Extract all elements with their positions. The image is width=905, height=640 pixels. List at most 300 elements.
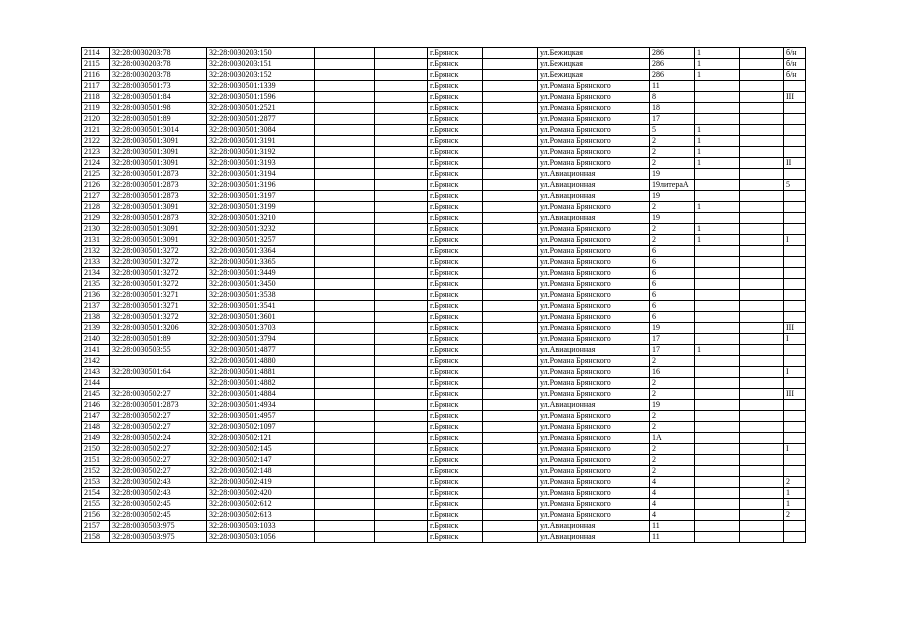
building-cell [695, 356, 740, 367]
empty-cell [740, 257, 784, 268]
table-row [82, 499, 806, 510]
empty-cell [483, 268, 538, 279]
house-number-cell: 17 [650, 114, 695, 125]
row-number-cell: 2116 [82, 70, 110, 81]
parent-cadastral-number-cell: 32:28:0030501:3272 [110, 246, 207, 257]
empty-cell [315, 257, 375, 268]
building-cell [695, 301, 740, 312]
house-number-cell: 2 [650, 158, 695, 169]
row-number-cell: 2119 [82, 103, 110, 114]
parent-cadastral-number-cell: 32:28:0030501:3091 [110, 147, 207, 158]
city-cell: г.Брянск [428, 235, 483, 246]
empty-cell [483, 213, 538, 224]
cadastral-number-cell: 32:28:0030502:613 [207, 510, 315, 521]
parent-cadastral-number-cell: 32:28:0030502:45 [110, 510, 207, 521]
empty-cell [315, 499, 375, 510]
table-row [82, 301, 806, 312]
city-cell: г.Брянск [428, 279, 483, 290]
cadastral-number-cell: 32:28:0030501:3450 [207, 279, 315, 290]
empty-cell [315, 488, 375, 499]
empty-cell [375, 378, 428, 389]
empty-cell [483, 70, 538, 81]
empty-cell [483, 81, 538, 92]
empty-cell [315, 92, 375, 103]
city-cell: г.Брянск [428, 301, 483, 312]
house-number-cell: 4 [650, 499, 695, 510]
empty-cell [375, 433, 428, 444]
building-cell [695, 268, 740, 279]
parent-cadastral-number-cell: 32:28:0030501:2873 [110, 213, 207, 224]
empty-cell [315, 477, 375, 488]
table-row [82, 477, 806, 488]
parent-cadastral-number-cell: 32:28:0030502:27 [110, 422, 207, 433]
street-cell: ул.Романа Брянского [538, 257, 650, 268]
apartment-cell [784, 257, 806, 268]
house-number-cell: 286 [650, 70, 695, 81]
table-row [82, 48, 806, 59]
apartment-cell [784, 81, 806, 92]
building-cell [695, 81, 740, 92]
street-cell: ул.Бежицкая [538, 48, 650, 59]
empty-cell [483, 136, 538, 147]
street-cell: ул.Авиационная [538, 169, 650, 180]
city-cell: г.Брянск [428, 521, 483, 532]
empty-cell [483, 510, 538, 521]
empty-cell [375, 279, 428, 290]
empty-cell [740, 70, 784, 81]
city-cell: г.Брянск [428, 213, 483, 224]
city-cell: г.Брянск [428, 345, 483, 356]
row-number-cell: 2117 [82, 81, 110, 92]
cadastral-number-cell: 32:28:0030501:4934 [207, 400, 315, 411]
cadastral-number-cell: 32:28:0030501:2521 [207, 103, 315, 114]
apartment-cell: 5 [784, 180, 806, 191]
empty-cell [483, 411, 538, 422]
table-row [82, 224, 806, 235]
empty-cell [740, 323, 784, 334]
apartment-cell [784, 147, 806, 158]
table-row [82, 422, 806, 433]
empty-cell [483, 455, 538, 466]
table-row [82, 466, 806, 477]
apartment-cell [784, 103, 806, 114]
row-number-cell: 2139 [82, 323, 110, 334]
parent-cadastral-number-cell: 32:28:0030501:3091 [110, 136, 207, 147]
row-number-cell: 2148 [82, 422, 110, 433]
row-number-cell: 2122 [82, 136, 110, 147]
empty-cell [740, 521, 784, 532]
empty-cell [483, 125, 538, 136]
table-row [82, 532, 806, 543]
empty-cell [375, 499, 428, 510]
empty-cell [315, 279, 375, 290]
street-cell: ул.Романа Брянского [538, 268, 650, 279]
city-cell: г.Брянск [428, 48, 483, 59]
house-number-cell: 6 [650, 301, 695, 312]
row-number-cell: 2134 [82, 268, 110, 279]
table-row [82, 279, 806, 290]
empty-cell [740, 290, 784, 301]
empty-cell [375, 191, 428, 202]
row-number-cell: 2156 [82, 510, 110, 521]
table-row [82, 400, 806, 411]
cadastral-number-cell: 32:28:0030501:4884 [207, 389, 315, 400]
building-cell: 1 [695, 147, 740, 158]
building-cell [695, 389, 740, 400]
apartment-cell: II [784, 158, 806, 169]
table-row [82, 411, 806, 422]
empty-cell [315, 510, 375, 521]
house-number-cell: 8 [650, 92, 695, 103]
parent-cadastral-number-cell: 32:28:0030502:27 [110, 455, 207, 466]
house-number-cell: 19 [650, 169, 695, 180]
empty-cell [375, 202, 428, 213]
street-cell: ул.Романа Брянского [538, 356, 650, 367]
street-cell: ул.Авиационная [538, 191, 650, 202]
cadastral-number-cell: 32:28:0030501:1596 [207, 92, 315, 103]
city-cell: г.Брянск [428, 334, 483, 345]
empty-cell [740, 191, 784, 202]
empty-cell [315, 70, 375, 81]
empty-cell [315, 147, 375, 158]
row-number-cell: 2128 [82, 202, 110, 213]
empty-cell [740, 422, 784, 433]
empty-cell [315, 235, 375, 246]
city-cell: г.Брянск [428, 466, 483, 477]
parent-cadastral-number-cell: 32:28:0030501:3091 [110, 235, 207, 246]
parent-cadastral-number-cell: 32:28:0030501:98 [110, 103, 207, 114]
empty-cell [483, 422, 538, 433]
apartment-cell [784, 202, 806, 213]
empty-cell [483, 345, 538, 356]
house-number-cell: 286 [650, 59, 695, 70]
street-cell: ул.Романа Брянского [538, 499, 650, 510]
row-number-cell: 2130 [82, 224, 110, 235]
empty-cell [315, 180, 375, 191]
empty-cell [315, 268, 375, 279]
empty-cell [375, 444, 428, 455]
city-cell: г.Брянск [428, 147, 483, 158]
empty-cell [483, 378, 538, 389]
house-number-cell: 2 [650, 136, 695, 147]
parent-cadastral-number-cell: 32:28:0030501:3272 [110, 257, 207, 268]
apartment-cell: III [784, 323, 806, 334]
parent-cadastral-number-cell: 32:28:0030502:45 [110, 499, 207, 510]
house-number-cell: 6 [650, 257, 695, 268]
empty-cell [483, 334, 538, 345]
building-cell: 1 [695, 224, 740, 235]
city-cell: г.Брянск [428, 81, 483, 92]
table-row [82, 114, 806, 125]
row-number-cell: 2121 [82, 125, 110, 136]
street-cell: ул.Авиационная [538, 213, 650, 224]
street-cell: ул.Романа Брянского [538, 158, 650, 169]
table-row [82, 103, 806, 114]
house-number-cell: 16 [650, 367, 695, 378]
empty-cell [740, 334, 784, 345]
house-number-cell: 2 [650, 378, 695, 389]
street-cell: ул.Романа Брянского [538, 334, 650, 345]
cadastral-number-cell: 32:28:0030502:145 [207, 444, 315, 455]
house-number-cell: 2 [650, 466, 695, 477]
cadastral-number-cell: 32:28:0030501:3257 [207, 235, 315, 246]
parent-cadastral-number-cell: 32:28:0030501:64 [110, 367, 207, 378]
cadastral-number-cell: 32:28:0030501:3196 [207, 180, 315, 191]
cadastral-number-cell: 32:28:0030501:4877 [207, 345, 315, 356]
city-cell: г.Брянск [428, 378, 483, 389]
parent-cadastral-number-cell: 32:28:0030502:27 [110, 466, 207, 477]
cadastral-number-cell: 32:28:0030203:150 [207, 48, 315, 59]
empty-cell [740, 345, 784, 356]
parent-cadastral-number-cell: 32:28:0030501:84 [110, 92, 207, 103]
empty-cell [315, 433, 375, 444]
building-cell [695, 378, 740, 389]
empty-cell [483, 444, 538, 455]
empty-cell [375, 235, 428, 246]
house-number-cell: 19 [650, 213, 695, 224]
cadastral-number-cell: 32:28:0030502:420 [207, 488, 315, 499]
apartment-cell [784, 521, 806, 532]
empty-cell [375, 246, 428, 257]
city-cell: г.Брянск [428, 312, 483, 323]
table-row [82, 290, 806, 301]
parent-cadastral-number-cell: 32:28:0030501:2873 [110, 191, 207, 202]
parent-cadastral-number-cell: 32:28:0030501:89 [110, 114, 207, 125]
empty-cell [740, 59, 784, 70]
cadastral-number-cell: 32:28:0030501:2877 [207, 114, 315, 125]
empty-cell [483, 499, 538, 510]
street-cell: ул.Романа Брянского [538, 367, 650, 378]
empty-cell [315, 356, 375, 367]
building-cell: 1 [695, 59, 740, 70]
apartment-cell: 2 [784, 510, 806, 521]
apartment-cell [784, 422, 806, 433]
table-row [82, 92, 806, 103]
cadastral-number-cell: 32:28:0030502:419 [207, 477, 315, 488]
table-row [82, 191, 806, 202]
empty-cell [483, 312, 538, 323]
empty-cell [740, 400, 784, 411]
empty-cell [483, 202, 538, 213]
empty-cell [483, 103, 538, 114]
parent-cadastral-number-cell: 32:28:0030503:975 [110, 532, 207, 543]
table-row [82, 202, 806, 213]
apartment-cell: I [784, 235, 806, 246]
street-cell: ул.Романа Брянского [538, 312, 650, 323]
empty-cell [483, 521, 538, 532]
empty-cell [483, 147, 538, 158]
building-cell [695, 92, 740, 103]
cadastral-number-cell: 32:28:0030502:147 [207, 455, 315, 466]
parent-cadastral-number-cell: 32:28:0030502:43 [110, 488, 207, 499]
building-cell [695, 103, 740, 114]
empty-cell [375, 125, 428, 136]
empty-cell [375, 169, 428, 180]
empty-cell [483, 290, 538, 301]
table-row [82, 169, 806, 180]
row-number-cell: 2131 [82, 235, 110, 246]
empty-cell [375, 312, 428, 323]
empty-cell [375, 290, 428, 301]
empty-cell [315, 345, 375, 356]
empty-cell [740, 147, 784, 158]
cadastral-number-cell: 32:28:0030501:3192 [207, 147, 315, 158]
apartment-cell: I [784, 367, 806, 378]
building-cell [695, 444, 740, 455]
city-cell: г.Брянск [428, 323, 483, 334]
parent-cadastral-number-cell: 32:28:0030502:24 [110, 433, 207, 444]
row-number-cell: 2154 [82, 488, 110, 499]
table-row [82, 378, 806, 389]
parent-cadastral-number-cell: 32:28:0030501:3091 [110, 202, 207, 213]
street-cell: ул.Романа Брянского [538, 455, 650, 466]
house-number-cell: 2 [650, 389, 695, 400]
building-cell [695, 466, 740, 477]
parent-cadastral-number-cell: 32:28:0030501:3272 [110, 312, 207, 323]
street-cell: ул.Романа Брянского [538, 411, 650, 422]
apartment-cell [784, 532, 806, 543]
row-number-cell: 2141 [82, 345, 110, 356]
empty-cell [315, 532, 375, 543]
empty-cell [375, 323, 428, 334]
empty-cell [375, 422, 428, 433]
empty-cell [483, 301, 538, 312]
empty-cell [483, 367, 538, 378]
city-cell: г.Брянск [428, 532, 483, 543]
table-row [82, 323, 806, 334]
cadastral-number-cell: 32:28:0030203:152 [207, 70, 315, 81]
house-number-cell: 4 [650, 477, 695, 488]
cadastral-number-cell: 32:28:0030501:3191 [207, 136, 315, 147]
empty-cell [740, 532, 784, 543]
apartment-cell [784, 114, 806, 125]
table-row [82, 455, 806, 466]
table-row [82, 345, 806, 356]
house-number-cell: 11 [650, 81, 695, 92]
house-number-cell: 2 [650, 455, 695, 466]
house-number-cell: 2 [650, 411, 695, 422]
apartment-cell: I [784, 444, 806, 455]
empty-cell [375, 70, 428, 81]
empty-cell [740, 499, 784, 510]
empty-cell [315, 59, 375, 70]
empty-cell [315, 136, 375, 147]
building-cell: 1 [695, 70, 740, 81]
empty-cell [483, 169, 538, 180]
empty-cell [740, 444, 784, 455]
table-row [82, 389, 806, 400]
empty-cell [740, 246, 784, 257]
street-cell: ул.Бежицкая [538, 70, 650, 81]
apartment-cell [784, 400, 806, 411]
city-cell: г.Брянск [428, 400, 483, 411]
row-number-cell: 2115 [82, 59, 110, 70]
parent-cadastral-number-cell [110, 378, 207, 389]
apartment-cell: 1 [784, 499, 806, 510]
apartment-cell [784, 411, 806, 422]
apartment-cell [784, 345, 806, 356]
property-register-table [81, 47, 806, 543]
parent-cadastral-number-cell: 32:28:0030501:73 [110, 81, 207, 92]
table-row [82, 488, 806, 499]
city-cell: г.Брянск [428, 477, 483, 488]
row-number-cell: 2124 [82, 158, 110, 169]
empty-cell [483, 466, 538, 477]
house-number-cell: 6 [650, 290, 695, 301]
building-cell [695, 180, 740, 191]
cadastral-number-cell: 32:28:0030501:3199 [207, 202, 315, 213]
city-cell: г.Брянск [428, 422, 483, 433]
empty-cell [740, 169, 784, 180]
parent-cadastral-number-cell: 32:28:0030501:3091 [110, 224, 207, 235]
row-number-cell: 2132 [82, 246, 110, 257]
building-cell [695, 422, 740, 433]
apartment-cell: III [784, 389, 806, 400]
building-cell [695, 488, 740, 499]
table-row [82, 433, 806, 444]
apartment-cell [784, 279, 806, 290]
empty-cell [315, 323, 375, 334]
house-number-cell: 2 [650, 224, 695, 235]
empty-cell [740, 367, 784, 378]
house-number-cell: 19 [650, 191, 695, 202]
street-cell: ул.Романа Брянского [538, 114, 650, 125]
apartment-cell [784, 268, 806, 279]
house-number-cell: 286 [650, 48, 695, 59]
row-number-cell: 2140 [82, 334, 110, 345]
row-number-cell: 2146 [82, 400, 110, 411]
cadastral-number-cell: 32:28:0030501:3210 [207, 213, 315, 224]
parent-cadastral-number-cell [110, 356, 207, 367]
city-cell: г.Брянск [428, 136, 483, 147]
street-cell: ул.Романа Брянского [538, 125, 650, 136]
empty-cell [315, 422, 375, 433]
cadastral-number-cell: 32:28:0030502:1097 [207, 422, 315, 433]
city-cell: г.Брянск [428, 367, 483, 378]
empty-cell [375, 103, 428, 114]
empty-cell [740, 411, 784, 422]
cadastral-number-cell: 32:28:0030501:3703 [207, 323, 315, 334]
empty-cell [740, 180, 784, 191]
empty-cell [315, 367, 375, 378]
apartment-cell [784, 169, 806, 180]
building-cell [695, 521, 740, 532]
street-cell: ул.Романа Брянского [538, 422, 650, 433]
house-number-cell: 5 [650, 125, 695, 136]
empty-cell [375, 268, 428, 279]
empty-cell [315, 125, 375, 136]
table-row [82, 510, 806, 521]
parent-cadastral-number-cell: 32:28:0030501:3272 [110, 268, 207, 279]
table-row [82, 125, 806, 136]
city-cell: г.Брянск [428, 114, 483, 125]
row-number-cell: 2151 [82, 455, 110, 466]
apartment-cell [784, 125, 806, 136]
empty-cell [740, 268, 784, 279]
empty-cell [315, 158, 375, 169]
apartment-cell [784, 136, 806, 147]
cadastral-number-cell: 32:28:0030501:4882 [207, 378, 315, 389]
table-row [82, 268, 806, 279]
building-cell [695, 114, 740, 125]
apartment-cell [784, 312, 806, 323]
street-cell: ул.Авиационная [538, 180, 650, 191]
row-number-cell: 2133 [82, 257, 110, 268]
building-cell: 1 [695, 202, 740, 213]
empty-cell [740, 301, 784, 312]
row-number-cell: 2120 [82, 114, 110, 125]
empty-cell [740, 477, 784, 488]
